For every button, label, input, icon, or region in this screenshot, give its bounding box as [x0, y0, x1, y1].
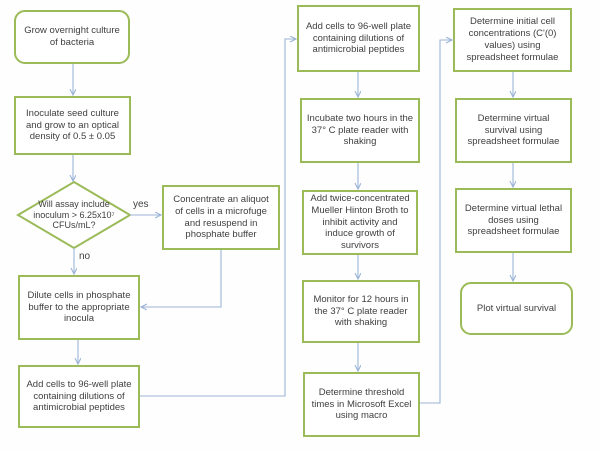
edge-label-no: no	[79, 251, 91, 262]
node-lethal-doses: Determine virtual lethal doses using spreadsheet formulae	[455, 188, 572, 253]
node-grow-culture: Grow overnight culture of bacteria	[14, 10, 130, 64]
edge-label-yes: yes	[133, 199, 149, 210]
node-plot-survival: Plot virtual survival	[460, 282, 573, 335]
node-concentrate-aliquot: Concentrate an aliquot of cells in a microfuge and resuspend in phosphate buffer	[162, 185, 280, 250]
node-add-cells-mid: Add cells to 96-well plate containing dilutions of antimicrobial peptides	[297, 5, 420, 72]
node-monitor: Monitor for 12 hours in the 37° C plate reader with shaking	[302, 280, 420, 343]
node-threshold-times: Determine threshold times in Microsoft Excel using macro	[303, 372, 420, 437]
node-incubate: Incubate two hours in the 37° C plate reader with shaking	[300, 98, 420, 163]
node-virtual-survival: Determine virtual survival using spreadsheet formulae	[455, 98, 572, 163]
connector-concentrate-to-dilute	[141, 250, 221, 307]
node-decision-inoculum: Will assay include inoculum > 6.25x10⁷ CFUs/mL?	[33, 198, 115, 231]
node-inoculate-seed: Inoculate seed culture and grow to an optical density of 0.5 ± 0.05	[14, 96, 131, 155]
node-initial-concentrations: Determine initial cell concentrations (C'(0) values) using spreadsheet formulae	[453, 8, 572, 72]
node-dilute-cells: Dilute cells in phosphate buffer to the appropriate inocula	[18, 275, 140, 340]
connector-threshold-to-initialconc	[420, 40, 452, 403]
node-add-cells-left: Add cells to 96-well plate containing dilutions of antimicrobial peptides	[18, 365, 140, 428]
node-add-broth: Add twice-concentrated Mueller Hinton Broth to inhibit activity and induce growth of survivors	[302, 190, 418, 255]
